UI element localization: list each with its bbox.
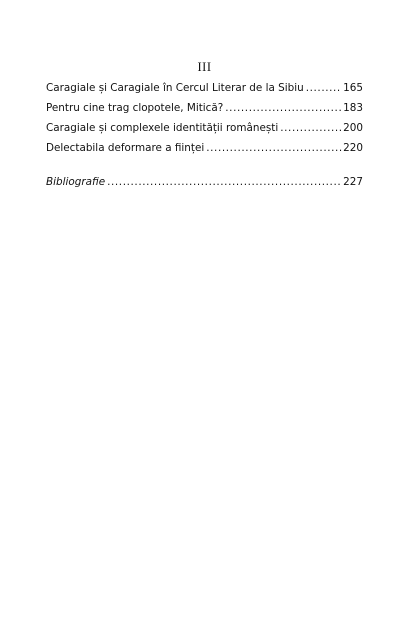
dot-leader [107, 172, 342, 192]
toc-entry-page: 200 [343, 122, 363, 134]
toc-entry-title: Caragiale și Caragiale în Cercul Literar de la Sibiu [46, 82, 304, 94]
toc-entry-title: Delectabila deformare a ființei [46, 142, 205, 154]
toc-entry-page: 165 [343, 82, 363, 94]
table-of-contents [46, 78, 363, 158]
toc-entry [46, 98, 363, 118]
toc-entry-page: 220 [343, 142, 363, 154]
toc-entry-title: Caragiale și complexele identității românești [46, 122, 279, 134]
dot-leader [206, 138, 342, 158]
toc-entry [46, 138, 363, 158]
toc-entry [46, 78, 363, 98]
section-heading: III [197, 60, 212, 74]
toc-entry [46, 118, 363, 138]
dot-leader [280, 118, 342, 138]
toc-entry-title: Pentru cine trag clopotele, Mitică? [46, 102, 224, 114]
bibliography-title: Bibliografie [46, 176, 106, 188]
toc-entry-bibliography [46, 172, 363, 192]
toc-entry-page: 183 [343, 102, 363, 114]
bibliography-page: 227 [343, 176, 363, 188]
bibliography-section [46, 172, 363, 192]
dot-leader [225, 98, 342, 118]
dot-leader [306, 78, 342, 98]
